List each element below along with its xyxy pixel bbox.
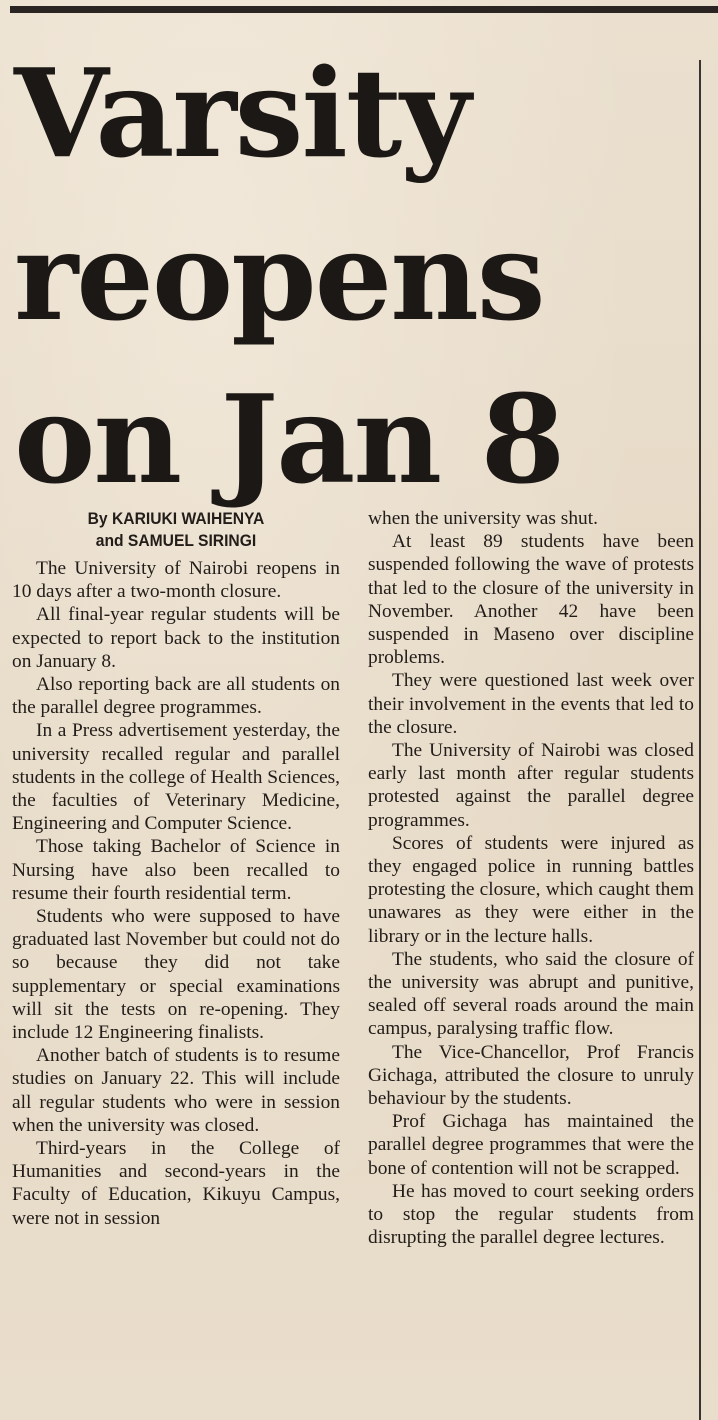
column-rule bbox=[699, 60, 701, 1420]
paragraph: Also reporting back are all students on the parallel degree programmes. bbox=[12, 674, 340, 719]
paragraph: Another batch of students is to resume studies on January 22. This will include all regular students who were in session when the university was closed. bbox=[12, 1045, 340, 1136]
paragraph: The Vice-Chancellor, Prof Francis Gichaga, attributed the closure to unruly behaviour by the students. bbox=[368, 1041, 694, 1110]
paragraph: The University of Nairobi was closed early last month after regular students protested against the parallel degree programmes. bbox=[368, 740, 694, 831]
headline bbox=[14, 32, 694, 521]
paragraph: All final-year regular students will be expected to report back to the institution on January 8. bbox=[12, 604, 340, 672]
paragraph: He has moved to court seeking orders to stop the regular students from disrupting the parallel degree lectures. bbox=[368, 1180, 694, 1249]
left-column bbox=[12, 557, 340, 1230]
paragraph: They were questioned last week over their involvement in the events that led to the closure. bbox=[368, 670, 694, 738]
byline bbox=[25, 508, 327, 552]
headline-line-2: reopens bbox=[14, 204, 544, 348]
byline-line-1: By KARIUKI WAIHENYA bbox=[87, 509, 265, 528]
headline-line-3: on Jan 8 bbox=[14, 367, 564, 511]
paragraph: In a Press advertisement yesterday, the university recalled regular and parallel students in the college of Health Sciences, the faculties of Veterinary Medicine, Engineering and Computer Science. bbox=[12, 720, 340, 835]
paragraph-continuation: when the university was shut. bbox=[368, 508, 598, 529]
byline-line-2: and SAMUEL SIRINGI bbox=[95, 531, 257, 550]
paragraph: Students who were supposed to have graduated last November but could not do so because they did not take supplementary or special examinations will sit the tests on re-opening. They include 12 Engineering finalists. bbox=[12, 906, 340, 1044]
paragraph: At least 89 students have been suspended following the wave of protests that led to the closure of the university in November. Another 42 have been suspended in Maseno over discipline problems. bbox=[368, 531, 694, 669]
paragraph: The students, who said the closure of the university was abrupt and punitive, sealed off several roads around the main campus, paralysing traffic flow. bbox=[368, 948, 694, 1040]
paragraph: Scores of students were injured as they engaged police in running battles protesting the closure, which caught them unawares as they were either in the library or in the lecture halls. bbox=[368, 832, 694, 947]
paragraph: Prof Gichaga has maintained the parallel degree programmes that were the bone of contention will not be scrapped. bbox=[368, 1111, 694, 1179]
right-column bbox=[368, 507, 694, 1250]
paragraph: Those taking Bachelor of Science in Nursing have also been recalled to resume their fourth residential term. bbox=[12, 836, 340, 904]
headline-line-1: Varsity bbox=[14, 41, 470, 185]
paragraph: Third-years in the College of Humanities and second-years in the Faculty of Education, Kikuyu Campus, were not in session bbox=[12, 1138, 340, 1229]
top-rule bbox=[10, 6, 718, 13]
paragraph: The University of Nairobi reopens in 10 days after a two-month closure. bbox=[12, 558, 340, 603]
